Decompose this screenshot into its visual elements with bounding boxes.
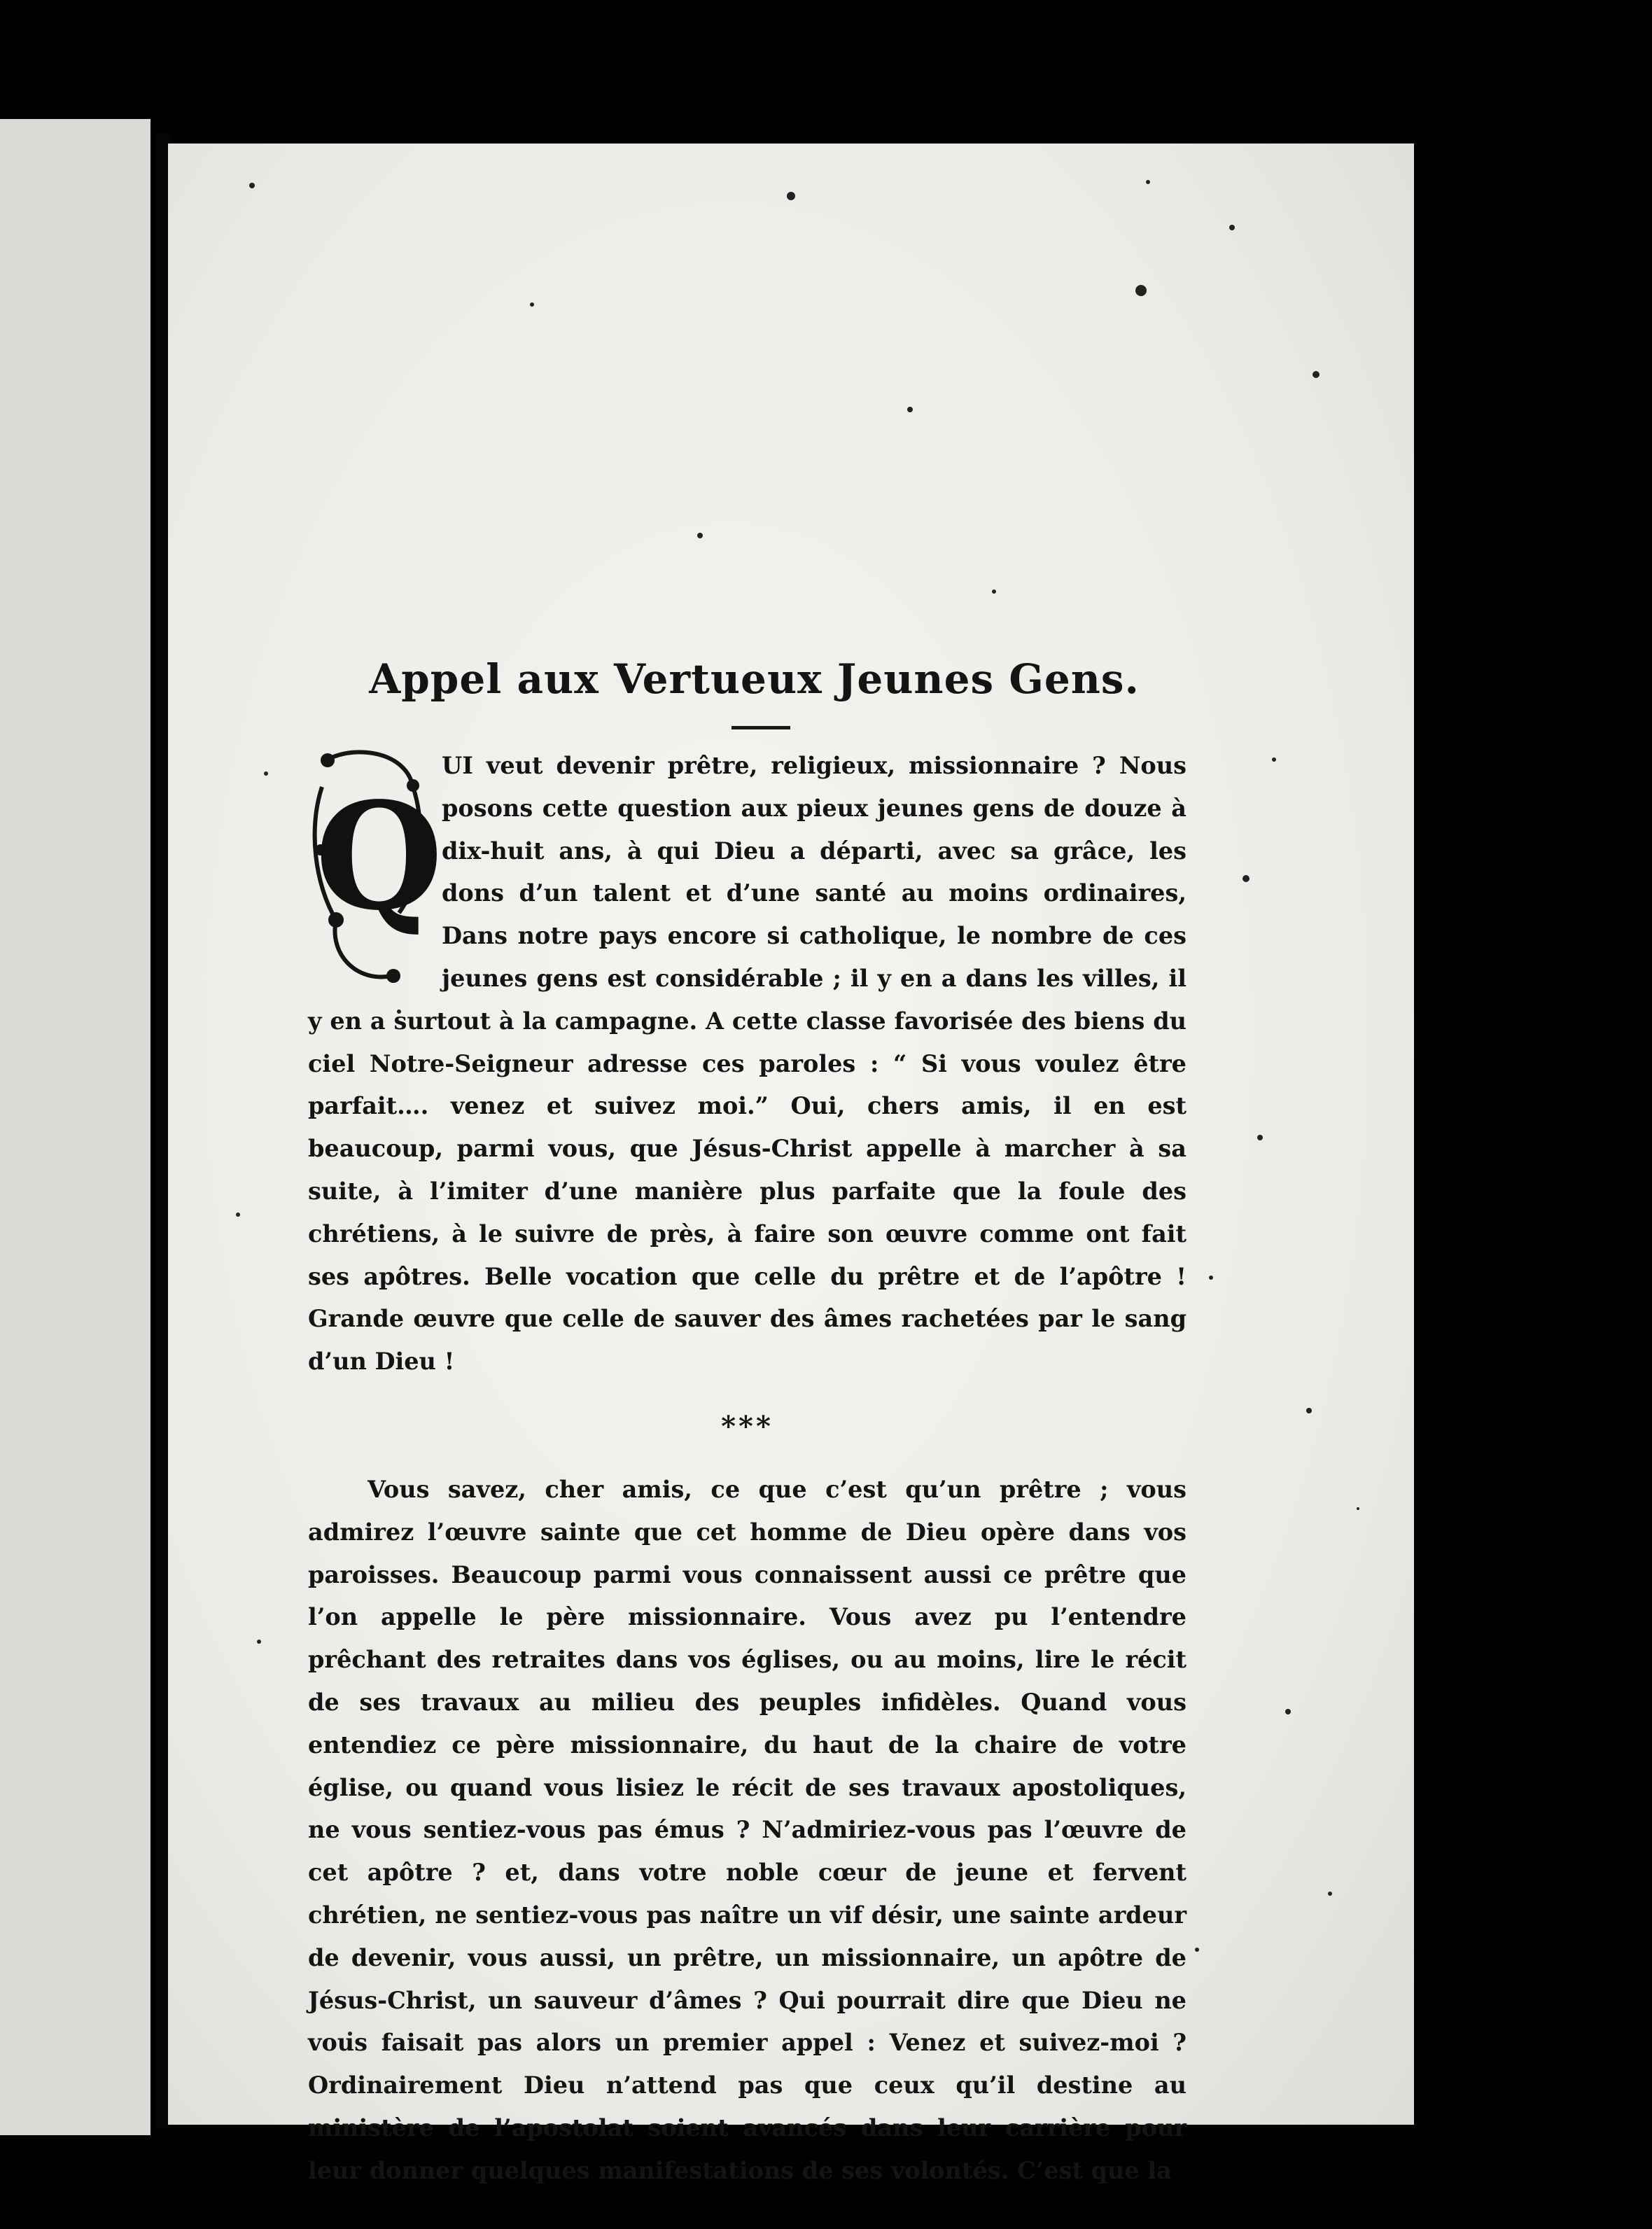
- ornamental-drop-cap: [308, 745, 443, 990]
- paragraph-2: Vous savez, cher amis, ce que c’est qu’un prêtre ; vous admirez l’œuvre sainte que cet homme de Dieu opère dans vos paroisses. Beaucoup parmi vous connaissent aussi ce prêtre que l’on appelle le père missionnaire. Vous avez pu l’entendre prêchant des retraites dans vos églises, ou au moins, lire le récit de ses travaux au milieu des peuples infidèles. Quand vous entendiez ce père missionnaire, du haut de la chaire de votre église, ou quand vous lisiez le récit de ses travaux apostoliques, ne vous sentiez-vous pas émus ? N’admiriez-vous pas l’œuvre de cet apôtre ? et, dans votre noble cœur de jeune et fervent chrétien, ne sentiez-vous pas naître un vif désir, une sainte ardeur de devenir, vous aussi, un prêtre, un missionnaire, un apôtre de Jésus-Christ, un sauveur d’âmes ? Qui pourrait dire que Dieu ne vous faisait pas alors un premier appel : Venez et suivez-moi ? Ordinairement Dieu n’attend pas que ceux qu’il destine au ministère de l’apostolat soient avancés dans leur carrière pour leur donner quelques manifestations de ses volontés. C’est que la: [308, 1475, 1186, 2184]
- article-body: [308, 648, 1186, 2193]
- previous-page-edge: [0, 119, 150, 2135]
- paragraph-1: [308, 745, 1186, 1383]
- asterism-separator: ***: [721, 1409, 774, 1443]
- book-page: [168, 144, 1414, 2184]
- paragraph-1-text: UI veut devenir prêtre, religieux, missionnaire ? Nous posons cette question aux pieux jeunes gens de douze à dix-huit ans, à qui Dieu a départi, avec sa grâce, les dons d’un talent et d’une santé au moins ordinaires, Dans notre pays encore si catholique, le nombre de ces jeunes gens est considérable ; il y en a dans les villes, il y en a surtout à la campagne. A cette classe favorisée des biens du ciel Notre-Seigneur adresse ces paroles : “ Si vous voulez être parfait…. venez et suivez moi.” Oui, chers amis, il en est beaucoup, parmi vous, que Jésus-Christ appelle à marcher à sa suite, à l’imiter d’une manière plus parfaite que la foule des chrétiens, à le suivre de près, à faire son œuvre comme ont fait ses apôtres. Belle vocation que celle du prêtre et de l’apôtre ! Grande œuvre que celle de sauver des âmes rachetées par le sang d’un Dieu !: [308, 752, 1186, 1376]
- drop-cap-letter: Q: [315, 770, 443, 943]
- title-underline-rule: [732, 726, 790, 729]
- article-title: Appel aux Vertueux Jeunes Gens.: [369, 655, 1140, 703]
